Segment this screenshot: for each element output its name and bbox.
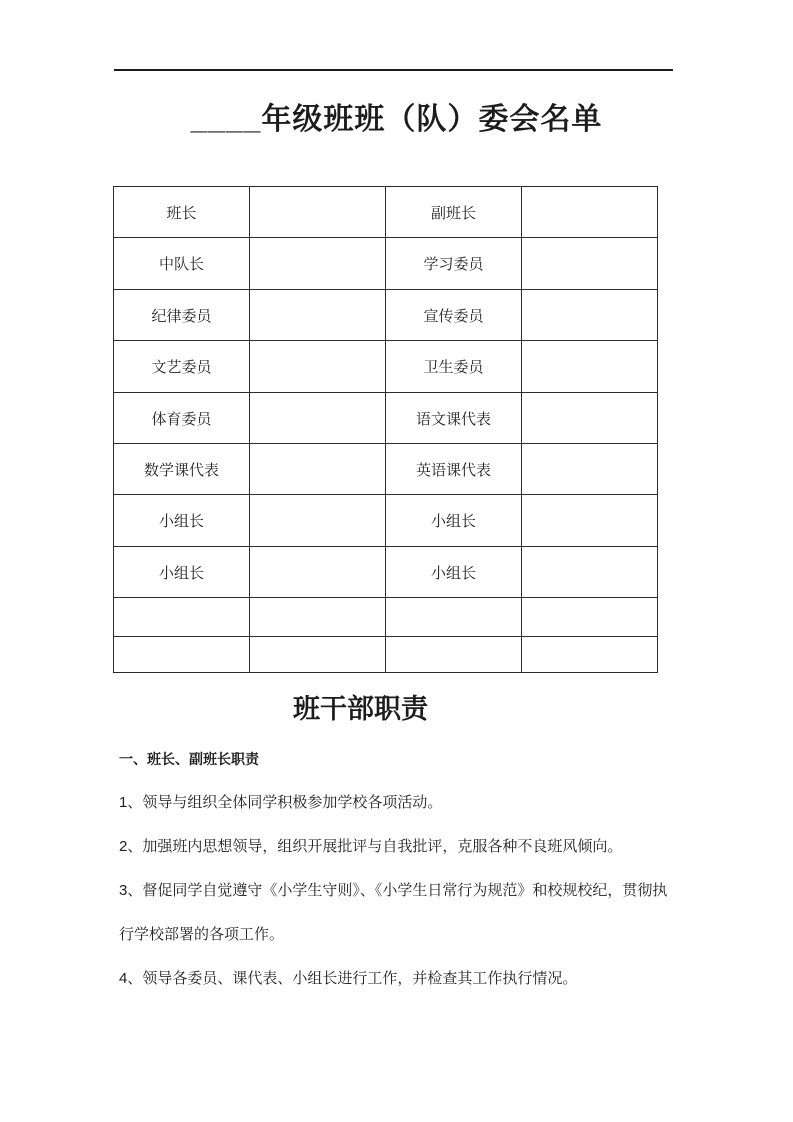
table-row (114, 444, 658, 495)
role-label-cell: 班长 (114, 187, 250, 238)
table-row (114, 187, 658, 238)
name-cell (522, 238, 658, 290)
duty-item-4: 4、领导各委员、课代表、小组长进行工作，并检查其工作执行情况。 (119, 970, 578, 987)
name-cell (522, 393, 658, 444)
name-cell (522, 187, 658, 238)
role-label-cell: 小组长 (386, 547, 522, 598)
table-row (114, 341, 658, 393)
table-row (114, 598, 658, 637)
name-cell (522, 495, 658, 547)
role-label-cell: 体育委员 (114, 393, 250, 444)
role-label-cell (386, 598, 522, 637)
name-cell (522, 290, 658, 341)
role-label-cell: 小组长 (114, 547, 250, 598)
role-label-cell: 宣传委员 (386, 290, 522, 341)
name-cell (250, 238, 386, 290)
table-row (114, 637, 658, 673)
name-cell (250, 290, 386, 341)
name-cell (522, 547, 658, 598)
name-cell (522, 637, 658, 673)
table-row (114, 547, 658, 598)
role-label-cell: 纪律委员 (114, 290, 250, 341)
role-label-cell: 小组长 (386, 495, 522, 547)
name-cell (522, 598, 658, 637)
role-label-cell: 卫生委员 (386, 341, 522, 393)
table-row (114, 238, 658, 290)
role-label-cell: 小组长 (114, 495, 250, 547)
name-cell (250, 187, 386, 238)
duty-item-2: 2、加强班内思想领导，组织开展批评与自我批评，克服各种不良班风倾向。 (119, 838, 623, 855)
table-row (114, 393, 658, 444)
role-label-cell: 学习委员 (386, 238, 522, 290)
role-label-cell: 中队长 (114, 238, 250, 290)
role-label-cell (114, 598, 250, 637)
duty-item-1: 1、领导与组织全体同学积极参加学校各项活动。 (119, 794, 443, 811)
name-cell (250, 495, 386, 547)
role-label-cell (114, 637, 250, 673)
duty-item-3-line-1: 3、督促同学自觉遵守《小学生守则》、《小学生日常行为规范》和校规校纪，贯彻执 (119, 882, 668, 899)
name-cell (522, 341, 658, 393)
name-cell (250, 598, 386, 637)
role-label-cell: 副班长 (386, 187, 522, 238)
duties-heading: 班干部职责 (293, 694, 428, 724)
role-label-cell: 语文课代表 (386, 393, 522, 444)
name-cell (250, 444, 386, 495)
duties-subheading: 一、班长、副班长职责 (119, 751, 259, 767)
name-cell (250, 547, 386, 598)
role-label-cell (386, 637, 522, 673)
role-label-cell: 英语课代表 (386, 444, 522, 495)
name-cell (250, 341, 386, 393)
role-label-cell: 文艺委员 (114, 341, 250, 393)
name-cell (250, 637, 386, 673)
roster-table (113, 186, 658, 673)
name-cell (250, 393, 386, 444)
role-label-cell: 数学课代表 (114, 444, 250, 495)
duty-item-3-line-2: 行学校部署的各项工作。 (119, 926, 285, 943)
table-row (114, 290, 658, 341)
header-rule (114, 69, 673, 71)
table-row (114, 495, 658, 547)
document-title: ____年级班班（队）委会名单 (190, 103, 603, 136)
name-cell (522, 444, 658, 495)
duties-body (119, 737, 679, 1001)
